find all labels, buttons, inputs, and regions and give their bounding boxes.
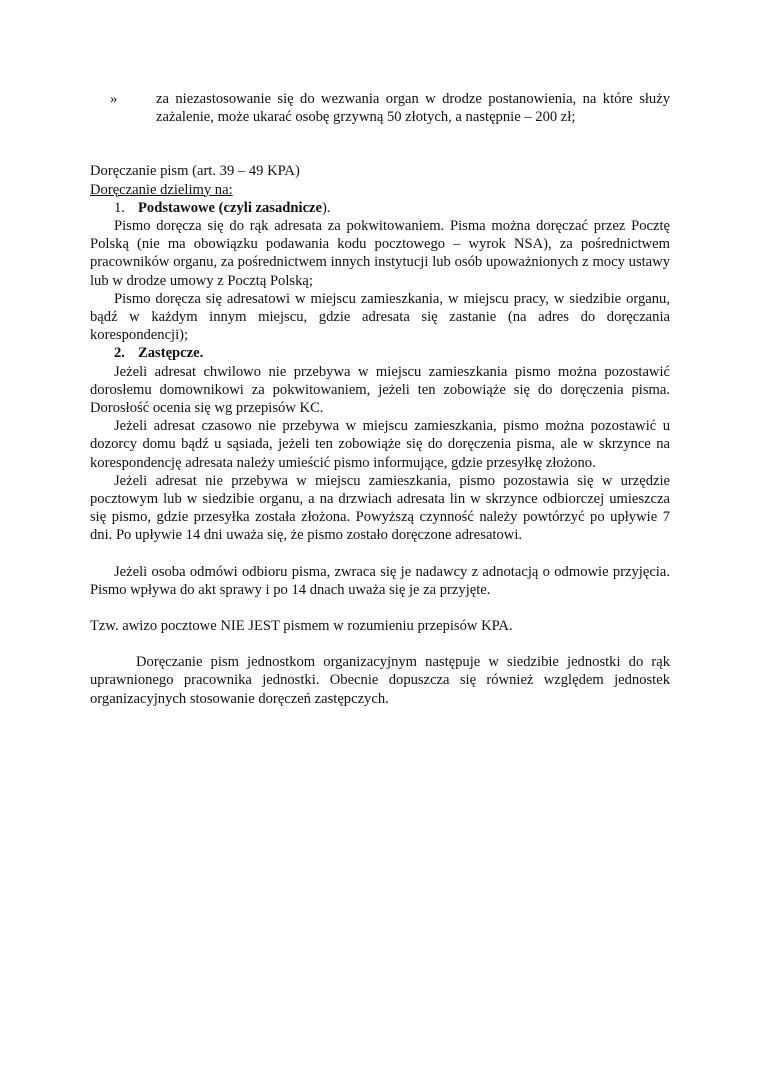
spacer xyxy=(90,545,670,563)
spacer xyxy=(90,635,670,653)
subheading xyxy=(90,181,670,199)
paragraph: Pismo doręcza się adresatowi w miejscu zamieszkania, w miejscu pracy, w siedzibie organu, bądź w każdym innym miejscu, gdzie adresata się zastanie (na adres do doręczania korespondencji); xyxy=(90,290,670,344)
bullet-mark: » xyxy=(110,91,118,107)
paragraph: Pismo doręcza się do rąk adresata za pokwitowaniem. Pisma można doręczać przez Pocztę Polską (nie ma obowiązku podawania kodu pocztowego – wyrok NSA), za pośrednictwem pracowników organu, za pośrednictwem innych instytucji lub osób upoważnionych z mocy ustawy lub w drodze umowy z Pocztą Polską; xyxy=(90,218,670,289)
spacer xyxy=(90,599,670,617)
list-item-1 xyxy=(90,199,670,217)
list-item-2 xyxy=(90,344,670,362)
list-number-2: 2. xyxy=(114,345,125,362)
bullet-text: za niezastosowanie się do wezwania organ w drodze postanowienia, na które służy zażalenie, może ukarać osobę grzywną 50 złotych, a następnie – 200 zł; xyxy=(156,91,670,126)
paragraph: Doręczanie pism jednostkom organizacyjnym następuje w siedzibie jednostki do rąk uprawnionego pracownika jednostki. Obecnie dopuszcza się również względem jednostek organizacyjnych stosowanie doręczeń zastępczych. xyxy=(90,654,670,707)
paragraph: Jeżeli adresat nie przebywa w miejscu zamieszkania, pismo pozostawia się w urzędzie pocztowym lub w siedzibie organu, a na drzwiach adresata lin w skrzynce odbiorczej umieszcza się pismo, gdzie przesyłka została złożona. Powyższą czynność należy powtórzyć po upływie 7 dni. Po upływie 14 dni uważa się, że pismo zostało doręczone adresatowi. xyxy=(90,472,670,544)
paragraph: Jeżeli osoba odmówi odbioru pisma, zwraca się je nadawcy z adnotacją o odmowie przyjęcia. Pismo wpływa do akt sprawy i po 14 dnach uważa się je za przyjęte. xyxy=(90,563,670,598)
document-body xyxy=(90,90,670,708)
list-title-1: Podstawowe (czyli zasadnicze xyxy=(138,199,323,216)
paragraph: Jeżeli adresat chwilowo nie przebywa w miejscu zamieszkania pismo można pozostawić dorosłemu domownikowi za pokwitowaniem, jeżeli ten zobowiąże się do doręczenia pisma. Dorosłość ocenia się wg przepisów KC. xyxy=(90,363,670,417)
section-heading: Doręczanie pism (art. 39 – 49 KPA) xyxy=(90,163,300,180)
subheading-text: Doręczanie dzielimy na: xyxy=(90,181,233,198)
list-number-1: 1. xyxy=(114,199,125,216)
bullet-item xyxy=(110,90,670,126)
paragraph: Jeżeli adresat czasowo nie przebywa w miejscu zamieszkania, pismo można pozostawić u dozorcy domu bądź u sąsiada, jeżeli ten zobowiąże się do doręczenia pisma, ale w skrzynce na korespondencję adresata należy umieścić pismo informujące, gdzie przesyłkę złożono. xyxy=(90,418,670,471)
list-title-1-suffix: ). xyxy=(322,199,331,216)
paragraph: Tzw. awizo pocztowe NIE JEST pismem w rozumieniu przepisów KPA. xyxy=(90,618,513,635)
spacer xyxy=(90,126,670,162)
list-title-2: Zastępcze. xyxy=(138,345,204,362)
